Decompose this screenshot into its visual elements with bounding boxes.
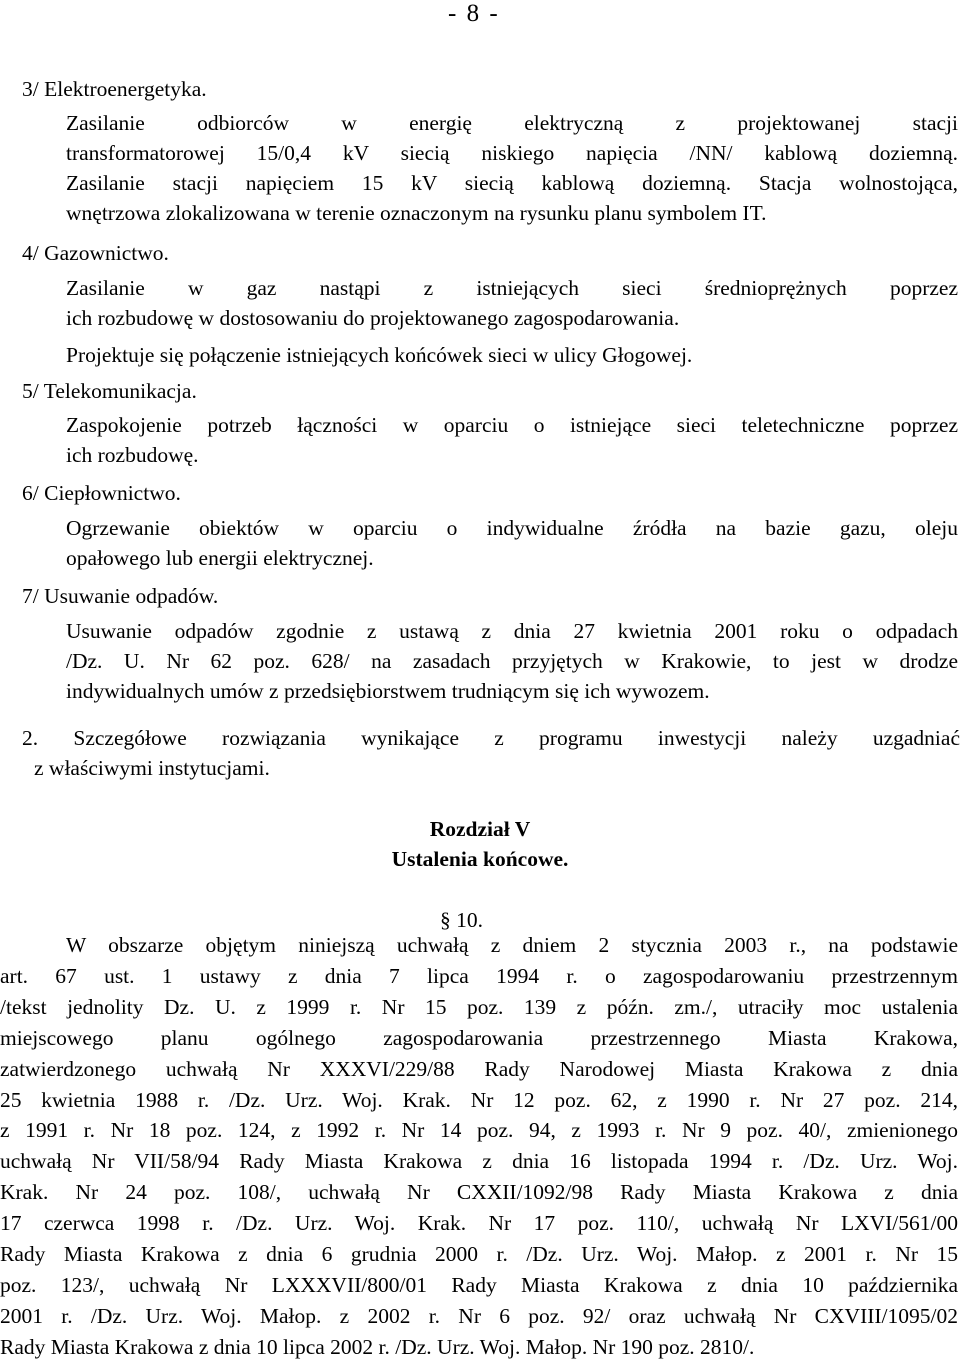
text-line: opałowego lub energii elektrycznej. — [66, 546, 374, 570]
text-line: Zasilanie stacji napięciem 15 kV siecią kablową doziemną. Stacja wolnostojąca, — [66, 171, 958, 195]
text-line: 17 czerwca 1998 r. /Dz. Urz. Woj. Krak. Nr 17 poz. 110/, uchwałą Nr LXVI/561/00 — [0, 1211, 958, 1236]
text-line: Ogrzewanie obiektów w oparciu o indywidualne źródła na bazie gazu, oleju — [66, 516, 958, 540]
section-heading-telecom: 5/ Telekomunikacja. — [22, 379, 197, 403]
text-line: z właściwymi instytucjami. — [34, 756, 270, 780]
text-line: /Dz. U. Nr 62 poz. 628/ na zasadach przyjętych w Krakowie, to jest w drodze — [66, 649, 958, 673]
text-line: 2. Szczegółowe rozwiązania wynikające z programu inwestycji należy uzgadniać — [22, 726, 960, 750]
section-heading-electricity: 3/ Elektroenergetyka. — [22, 77, 207, 101]
section-body-gas — [66, 273, 958, 333]
text-line: 2001 r. /Dz. Urz. Woj. Małop. z 2002 r. Nr 6 poz. 92/ oraz uchwałą Nr CXVIII/1095/02 — [0, 1303, 958, 1328]
paragraph-10-body — [0, 930, 960, 1363]
chapter-subtitle: Ustalenia końcowe. — [391, 847, 569, 871]
section-body-gas-extra — [66, 340, 958, 370]
text-line: poz. 123/, uchwałą Nr LXXXVII/800/01 Rady Miasta Krakowa z dnia 10 października — [0, 1272, 958, 1297]
text-line: wnętrzowa zlokalizowana w terenie oznaczonym na rysunku planu symbolem IT. — [66, 201, 767, 225]
text-line: Krak. Nr 24 poz. 108/, uchwałą Nr CXXII/1092/98 Rady Miasta Krakowa z dnia — [0, 1180, 958, 1205]
text-line: z 1991 r. Nr 18 poz. 124, z 1992 r. Nr 14 poz. 94, z 1993 r. Nr 9 poz. 40/, zmienionego — [0, 1118, 958, 1143]
text-line: art. 67 ust. 1 ustawy z dnia 7 lipca 1994 r. o zagospodarowaniu przestrzennym — [0, 963, 958, 988]
paragraph-mark: § 10. — [440, 908, 483, 932]
section-heading-heating: 6/ Ciepłownictwo. — [22, 481, 181, 505]
text-line: Usuwanie odpadów zgodnie z ustawą z dnia 27 kwietnia 2001 roku o odpadach — [66, 619, 958, 643]
text-line: Zasilanie w gaz nastąpi z istniejących sieci średnioprężnych poprzez — [66, 276, 958, 300]
text-line: ich rozbudowę w dostosowaniu do projektowanego zagospodarowania. — [66, 306, 680, 330]
text-line: 25 kwietnia 1988 r. /Dz. Urz. Woj. Krak. Nr 12 poz. 62, z 1990 r. Nr 27 poz. 214, — [0, 1087, 958, 1112]
text-line: zatwierdzonego uchwałą Nr XXXVI/229/88 Rady Narodowej Miasta Krakowa z dnia — [0, 1056, 958, 1081]
section-body-heating — [66, 513, 958, 573]
section-body-electricity — [66, 108, 958, 228]
text-line: transformatorowej 15/0,4 kV siecią niskiego napięcia /NN/ kablową doziemną. — [66, 141, 958, 165]
text-line: ich rozbudowę. — [66, 443, 199, 467]
text-line: Rady Miasta Krakowa z dnia 10 lipca 2002 r. /Dz. Urz. Woj. Małop. Nr 190 poz. 2810/. — [0, 1334, 755, 1359]
chapter-title: Rozdział V — [429, 817, 531, 841]
text-line: Zasilanie odbiorców w energię elektryczną z projektowanej stacji — [66, 111, 958, 135]
text-line: indywidualnych umów z przedsiębiorstwem trudniącym się ich wywozem. — [66, 679, 710, 703]
page-number: - 8 - — [448, 0, 500, 27]
section-body-telecom — [66, 410, 958, 470]
text-line: Zaspokojenie potrzeb łączności w oparciu o istniejące sieci teletechniczne poprzez — [66, 413, 958, 437]
text-line: Projektuje się połączenie istniejących końcówek sieci w ulicy Głogowej. — [66, 343, 693, 367]
text-line: /tekst jednolity Dz. U. z 1999 r. Nr 15 poz. 139 z późn. zm./, utraciły moc ustalenia — [0, 994, 958, 1019]
section-heading-waste: 7/ Usuwanie odpadów. — [22, 584, 219, 608]
section-heading-gas: 4/ Gazownictwo. — [22, 241, 169, 265]
section-body-waste — [66, 616, 958, 706]
text-line: miejscowego planu ogólnego zagospodarowania przestrzennego Miasta Krakowa, — [0, 1025, 958, 1050]
text-line: Rady Miasta Krakowa z dnia 6 grudnia 2000 r. /Dz. Urz. Woj. Małop. z 2001 r. Nr 15 — [0, 1242, 958, 1267]
text-line: uchwałą Nr VII/58/94 Rady Miasta Krakowa z dnia 16 listopada 1994 r. /Dz. Urz. Woj. — [0, 1149, 958, 1174]
item-2 — [22, 723, 960, 783]
text-line: W obszarze objętym niniejszą uchwałą z dniem 2 stycznia 2003 r., na podstawie — [66, 933, 958, 957]
